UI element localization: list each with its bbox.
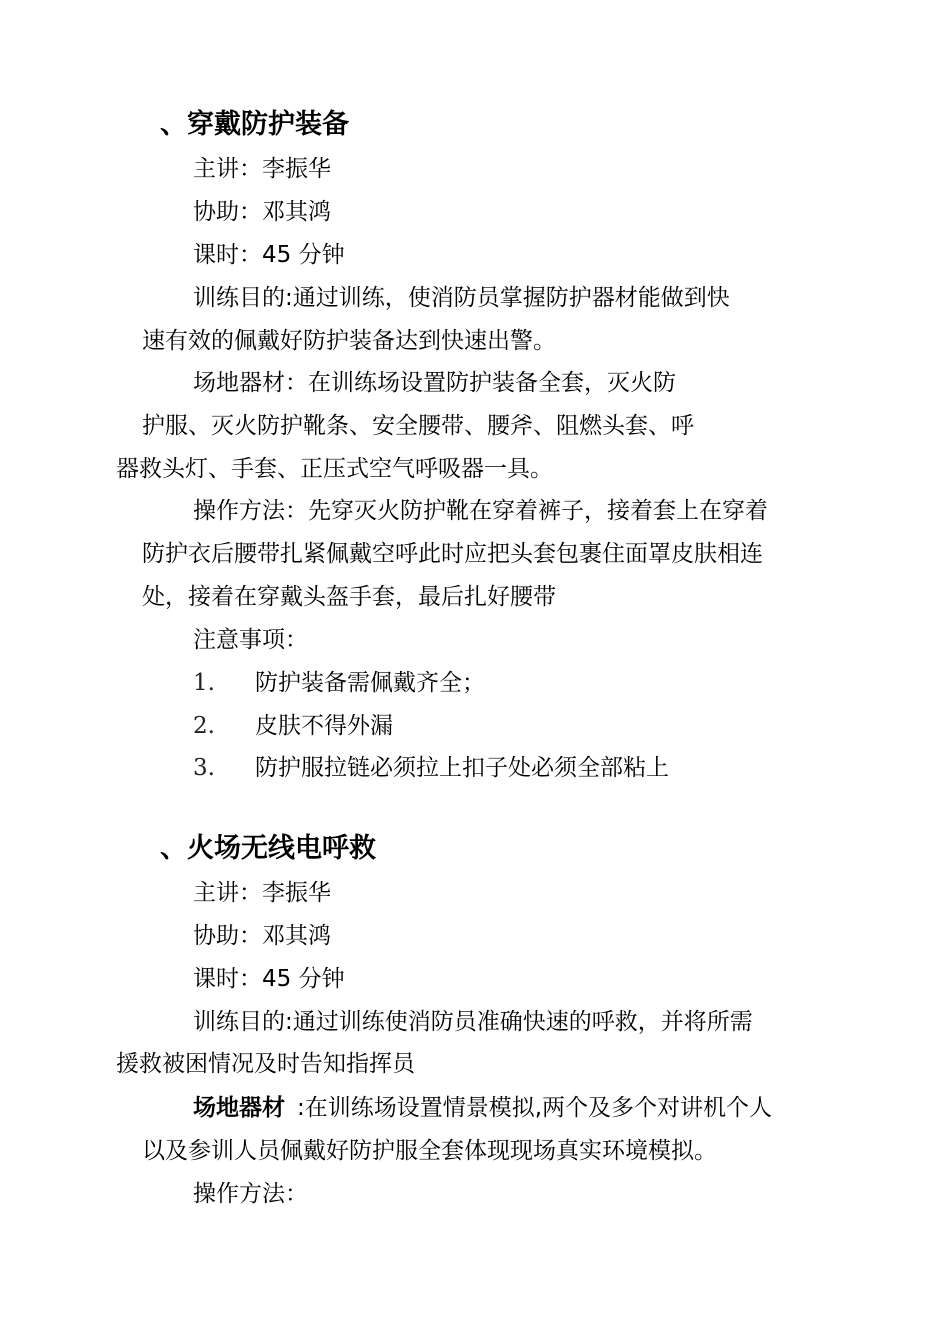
section1-notes-title: 注意事项： — [193, 627, 308, 653]
note-number: 3. — [193, 755, 215, 781]
section2-duration: 课时：45 分钟 — [193, 966, 345, 992]
section1-purpose-line: 训练目的:通过训练，使消防员掌握防护器材能做到快 — [193, 285, 730, 311]
section1-duration: 课时：45 分钟 — [193, 242, 345, 268]
section1-method-line: 防护衣后腰带扎紧佩戴空呼此时应把头套包裹住面罩皮肤相连 — [142, 541, 763, 567]
note-text: 防护服拉链必须拉上扣子处必须全部粘上 — [255, 755, 669, 781]
section1-purpose-line: 速有效的佩戴好防护装备达到快速出警。 — [142, 328, 556, 354]
note-number: 1. — [193, 670, 215, 696]
section2-setup-text: :在训练场设置情景模拟,两个及多个对讲机个人 — [297, 1095, 773, 1121]
note-number: 2. — [193, 713, 215, 739]
section1-method-line: 操作方法：先穿灭火防护靴在穿着裤子，接着套上在穿着 — [193, 498, 768, 524]
section2-heading: 、火场无线电呼救 — [160, 833, 376, 864]
section1-setup-line: 护服、灭火防护靴条、安全腰带、腰斧、阻燃头套、呼 — [142, 413, 694, 439]
section2-method-label: 操作方法： — [193, 1181, 308, 1207]
section2-purpose-line: 训练目的:通过训练使消防员准确快速的呼救，并将所需 — [193, 1009, 753, 1035]
section1-setup-line: 器救头灯、手套、正压式空气呼吸器一具。 — [116, 456, 553, 482]
section1-assistant: 协助：邓其鸿 — [193, 199, 331, 225]
section2-assistant: 协助：邓其鸿 — [193, 923, 331, 949]
note-text: 皮肤不得外漏 — [255, 713, 393, 739]
section2-lecturer: 主讲：李振华 — [193, 880, 331, 906]
note-text: 防护装备需佩戴齐全； — [255, 670, 485, 696]
section2-setup-label: 场地器材 — [193, 1095, 285, 1121]
section2-setup-line: 以及参训人员佩戴好防护服全套体现现场真实环境模拟。 — [142, 1138, 717, 1164]
section1-heading: 、穿戴防护装备 — [160, 109, 349, 140]
section2-purpose-line: 援救被困情况及时告知指挥员 — [116, 1051, 415, 1077]
section1-setup-line: 场地器材：在训练场设置防护装备全套，灭火防 — [193, 370, 676, 396]
section1-method-line: 处，接着在穿戴头盔手套，最后扎好腰带 — [142, 584, 556, 610]
section1-lecturer: 主讲：李振华 — [193, 156, 331, 182]
